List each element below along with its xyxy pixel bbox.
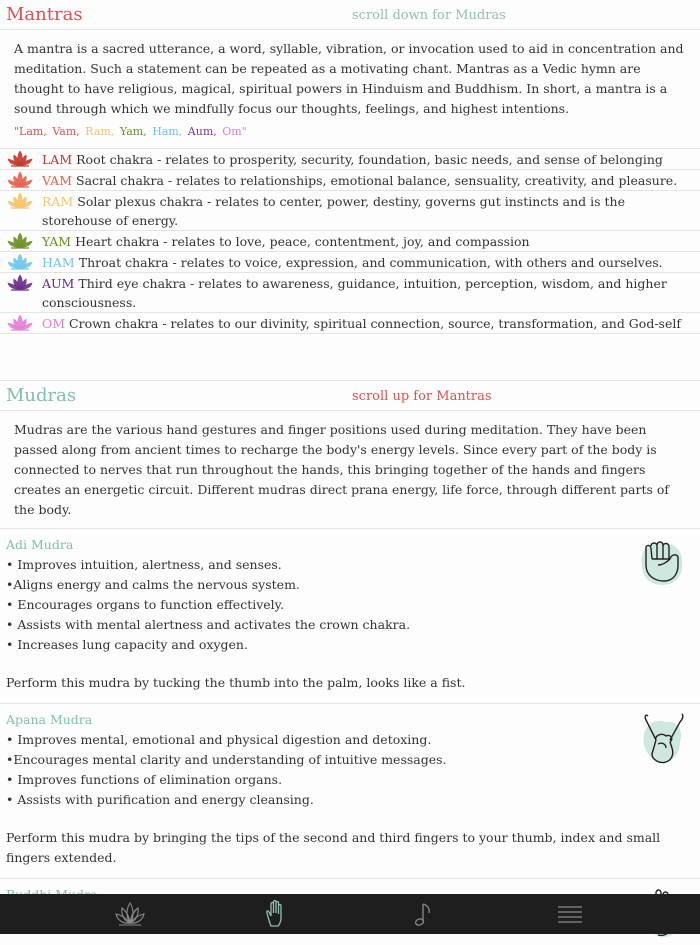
menu-icon: [553, 899, 587, 929]
chakra-description: Root chakra - relates to prosperity, security, foundation, basic needs, and sense of belonging: [76, 152, 663, 167]
chakra-syllable: OM: [42, 316, 66, 331]
lotus-icon: [6, 150, 34, 168]
mantras-intro: A mantra is a sacred utterance, a word, syllable, vibration, or invocation used to aid in concentration and meditation. Such a statement can be repeated as a motivating chant. Mantras as a Vedic hymn are thought to have religious, magical, spiritual powers in Hinduism and Buddhism. In short, a mantra is a sound through which we mindfully focus our thoughts, feelings, and highest intentions.: [14, 41, 684, 116]
chakra-row[interactable]: [0, 251, 700, 272]
mantra-syllables-line: [0, 125, 700, 148]
lotus-icon: [6, 192, 34, 210]
mantras-title: Mantras: [6, 4, 83, 25]
benefit-item: • Increases lung capacity and oxygen.: [6, 637, 248, 652]
chakra-description: Solar plexus chakra - relates to center, power, destiny, governs gut instincts and is the storehouse of energy.: [42, 194, 626, 228]
chakra-description: Crown chakra - relates to our divinity, spiritual connection, source, transformation, and God-self: [69, 316, 681, 331]
mudra-instructions: Perform this mudra by tucking the thumb into the palm, looks like a fist.: [6, 675, 466, 690]
benefit-item: • Improves mental, emotional and physical digestion and detoxing.: [6, 732, 432, 747]
benefit-item: • Improves intuition, alertness, and senses.: [6, 557, 282, 572]
horns-hand-icon: [636, 710, 688, 766]
mudras-header: [0, 381, 700, 411]
tab-mantras[interactable]: [100, 894, 160, 934]
hand-icon: [260, 899, 294, 929]
lotus-icon: [113, 899, 147, 929]
chakra-description: Heart chakra - relates to love, peace, contentment, joy, and compassion: [75, 234, 530, 249]
tab-music[interactable]: [395, 894, 455, 934]
chakra-description: Sacral chakra - relates to relationships, emotional balance, sensuality, creativity, and pleasure.: [76, 173, 678, 188]
benefit-item: •Aligns energy and calms the nervous system.: [6, 577, 300, 592]
chakra-row[interactable]: [0, 272, 700, 312]
mudra-instructions: Perform this mudra by bringing the tips of the second and third fingers to your thumb, index and small fingers extended.: [6, 830, 661, 865]
mudras-title: Mudras: [6, 385, 77, 406]
music-note-icon: [408, 899, 442, 929]
chakra-row[interactable]: [0, 312, 700, 333]
benefit-item: • Assists with purification and energy cleansing.: [6, 792, 314, 807]
benefit-item: •Encourages mental clarity and understanding of intuitive messages.: [6, 752, 447, 767]
lotus-icon: [6, 314, 34, 332]
tab-mudras[interactable]: [247, 894, 307, 934]
lotus-icon: [6, 253, 34, 271]
chakra-syllable: RAM: [42, 194, 74, 209]
syllable-0: "Lam,: [14, 125, 47, 138]
mudra-name: Apana Mudra: [6, 712, 93, 727]
chakra-syllable: YAM: [42, 234, 72, 249]
mudra-card[interactable]: [0, 704, 700, 879]
syllable-3: Yam,: [119, 125, 147, 138]
lotus-icon: [6, 232, 34, 250]
mudra-list: [0, 529, 700, 915]
scroll-down-hint[interactable]: scroll down for Mudras: [352, 8, 506, 23]
syllable-6: Om": [222, 125, 247, 138]
chakra-syllable: HAM: [42, 255, 75, 270]
chakra-row[interactable]: [0, 230, 700, 251]
syllable-2: Ram,: [85, 125, 115, 138]
syllable-1: Vam,: [52, 125, 80, 138]
tab-menu[interactable]: [540, 894, 600, 934]
mudras-intro: Mudras are the various hand gestures and finger positions used during meditation. They have been passed along from ancient times to recharge the body's energy levels. Since every part of the body is connected to nerves that run throughout the hands, this bringing together of the hands and fingers creates an energetic circuit. Different mudras direct prana energy, life force, through different parts of the body.: [0, 411, 700, 529]
mantras-header: [0, 0, 700, 30]
chakra-row[interactable]: [0, 190, 700, 230]
benefit-item: • Encourages organs to function effectively.: [6, 597, 285, 612]
mudra-name: Adi Mudra: [6, 537, 74, 552]
lotus-icon: [6, 171, 34, 189]
benefit-item: • Improves functions of elimination organs.: [6, 772, 283, 787]
benefit-item: • Assists with mental alertness and activates the crown chakra.: [6, 617, 411, 632]
fist-hand-icon: [636, 535, 688, 591]
syllable-4: Ham,: [152, 125, 183, 138]
syllable-5: Aum,: [187, 125, 217, 138]
chakra-syllable: LAM: [42, 152, 73, 167]
chakra-row[interactable]: [0, 169, 700, 190]
chakra-list: [0, 148, 700, 333]
chakra-description: Throat chakra - relates to voice, expression, and communication, with others and ourselves.: [78, 255, 663, 270]
mudra-benefits: [6, 555, 694, 655]
lotus-icon: [6, 274, 34, 292]
mudra-benefits: [6, 730, 694, 810]
chakra-description: Third eye chakra - relates to awareness, guidance, intuition, perception, wisdom, and higher consciousness.: [42, 276, 667, 310]
mudra-card[interactable]: [0, 529, 700, 704]
tab-bar: [0, 894, 700, 934]
chakra-syllable: AUM: [42, 276, 75, 291]
chakra-row[interactable]: [0, 148, 700, 169]
chakra-syllable: VAM: [42, 173, 73, 188]
scroll-up-hint[interactable]: scroll up for Mantras: [352, 389, 492, 404]
